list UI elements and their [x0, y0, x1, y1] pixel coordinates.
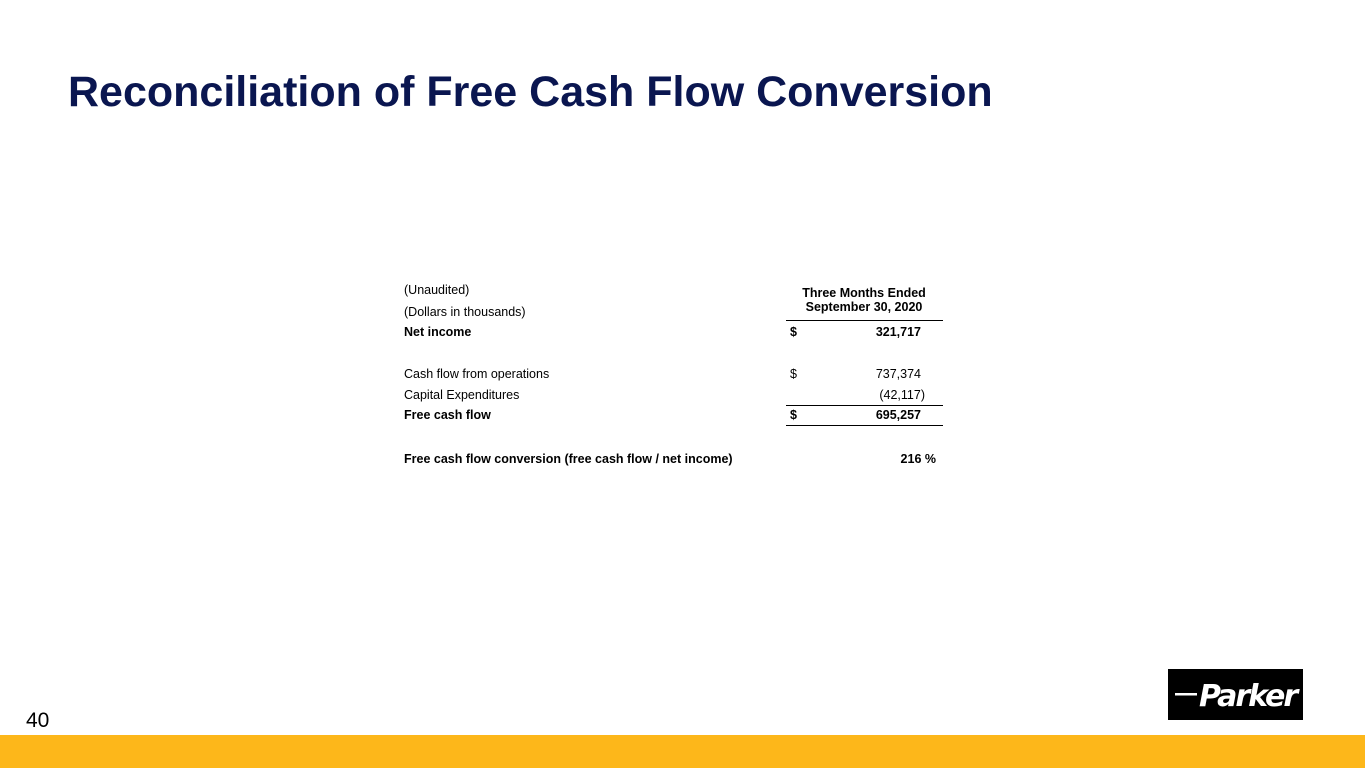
row-value-capital-expenditures: (42,117): [879, 388, 925, 402]
row-label-capital-expenditures: Capital Expenditures: [404, 388, 520, 402]
row-value-net-income: 321,717: [875, 325, 921, 339]
row-label-free-cash-flow: Free cash flow: [404, 408, 491, 422]
row-label-net-income: Net income: [404, 325, 472, 339]
period-header-line2: September 30, 2020: [805, 300, 923, 314]
unaudited-note: (Unaudited): [404, 283, 470, 297]
row-currency-free-cash-flow: $: [790, 408, 797, 422]
total-rule: [786, 425, 943, 426]
header-underline: [786, 320, 943, 321]
fcf-reconciliation-table: [404, 283, 944, 473]
row-label-fcf-conversion: Free cash flow conversion (free cash flow / net income): [404, 452, 733, 466]
parker-logo: [1168, 669, 1303, 720]
row-label-cash-flow-operations: Cash flow from operations: [404, 367, 550, 381]
row-value-free-cash-flow: 695,257: [875, 408, 921, 422]
period-header-line1: Three Months Ended: [802, 286, 926, 300]
subtotal-rule: [786, 405, 943, 406]
row-currency-net-income: $: [790, 325, 797, 339]
row-value-cash-flow-operations: 737,374: [875, 367, 921, 381]
parker-logo-text: Parker: [1199, 679, 1297, 714]
parker-logo-icon: [1168, 669, 1303, 720]
footer-bar: [0, 735, 1365, 768]
row-currency-cash-flow-operations: $: [790, 367, 797, 381]
page-number: 40: [26, 709, 50, 732]
row-value-fcf-conversion: 216 %: [900, 452, 936, 466]
units-note: (Dollars in thousands): [404, 305, 526, 319]
slide-title: Reconciliation of Free Cash Flow Conversion: [68, 68, 993, 116]
